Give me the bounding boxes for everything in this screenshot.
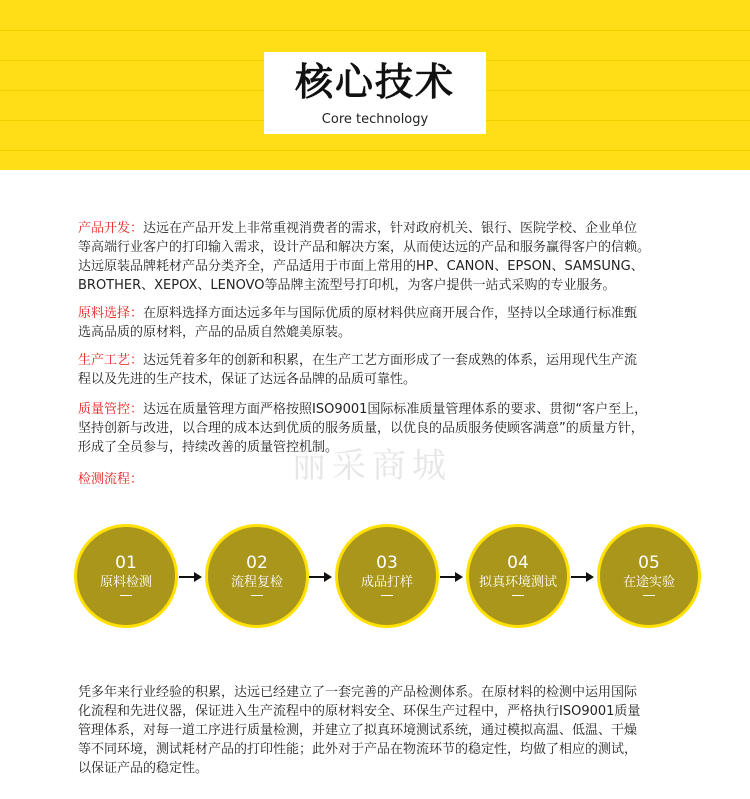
banner-divider [0,150,750,151]
step-number: 05 [638,553,660,573]
section-production-process [78,351,688,389]
section-text-line: 程以及先进的生产技术，保证了达远各品牌的品质可靠性。 [78,372,417,387]
process-step-environment-test [466,524,570,628]
section-text-line: 形成了全员参与，持续改善的质量管控机制。 [78,440,339,455]
section-text-line: 在原料选择方面达远多年与国际优质的原材料供应商开展合作，坚持以全球通行标准甄 [143,306,638,321]
summary-line: 以保证产品的稳定性。 [78,761,209,776]
step-underline [251,595,263,596]
process-heading [78,470,688,489]
page-subtitle: Core technology [321,112,429,127]
summary-line: 管理体系，对每一道工序进行质量检测，并建立了拟真环境测试系统，通过模拟高温、低温、干燥 [78,723,638,738]
arrow-right-icon [571,571,595,583]
summary-line: 化流程和先进仪器，保证进入生产流程中的原材料安全、环保生产过程中，严格执行ISO9001质量 [78,704,641,719]
process-step-transit-experiment [597,524,701,628]
section-text-line: 坚持创新与改进，以合理的成本达到优质的服务质量，以优良的品质服务使顾客满意”的质量方针， [78,421,644,436]
step-number: 01 [115,553,137,573]
title-box [264,52,486,134]
section-text-line: 选高品质的原材料，产品的品质自然媲美原装。 [78,325,352,340]
page-title: 核心技术 [294,60,455,104]
process-step-material-inspection [74,524,178,628]
arrow-right-icon [309,571,333,583]
section-text-line: 达远在质量管理方面严格按照ISO9001国际标准质量管理体系的要求、贯彻“客户至上， [143,402,648,417]
summary-paragraph [78,683,688,778]
section-text-line: BROTHER、XEPOX、LENOVO等品牌主流型号打印机，为客户提供一站式采购的专业服务。 [78,278,616,293]
section-label: 生产工艺： [78,353,144,368]
step-underline [381,595,393,596]
step-label: 在途实验 [622,575,675,590]
step-number: 02 [246,553,268,573]
header-banner [0,0,750,170]
section-text-line: 达远在产品开发上非常重视消费者的需求，针对政府机关、银行、医院学校、企业单位 [143,221,638,236]
step-label: 流程复检 [230,575,283,590]
summary-line: 凭多年来行业经验的积累，达远已经建立了一套完善的产品检测体系。在原材料的检测中运用国际 [78,685,638,700]
section-label: 产品开发： [78,221,144,236]
step-underline [512,595,524,596]
watermark-text: 丽采商城 [292,446,452,486]
section-label: 原料选择： [78,306,144,321]
process-label: 检测流程： [78,472,144,487]
section-material-selection [78,304,688,342]
step-number: 03 [376,553,398,573]
section-text-line: 达远凭着多年的创新和积累，在生产工艺方面形成了一套成熟的体系，运用现代生产流 [143,353,638,368]
section-text-line: 达远原装品牌耗材产品分类齐全，产品适用于市面上常用的HP、CANON、EPSON、SAMSUNG、 [78,259,644,274]
step-label: 成品打样 [360,575,413,590]
banner-divider [0,30,750,31]
process-step-process-recheck [205,524,309,628]
section-text-line: 等高端行业客户的打印输入需求，设计产品和解决方案，从而使达远的产品和服务赢得客户的信赖。 [78,240,651,255]
arrow-right-icon [440,571,464,583]
summary-line: 等不同环境，测试耗材产品的打印性能；此外对于产品在物流环节的稳定性，均做了相应的测试， [78,742,638,757]
step-number: 04 [507,553,529,573]
arrow-right-icon [179,571,203,583]
section-product-development [78,219,688,295]
step-underline [643,595,655,596]
section-label: 质量管控： [78,402,144,417]
step-label: 拟真环境测试 [478,575,557,590]
step-label: 原料检测 [99,575,152,590]
process-step-sample-printing [335,524,439,628]
section-quality-control [78,400,688,457]
step-underline [120,595,132,596]
